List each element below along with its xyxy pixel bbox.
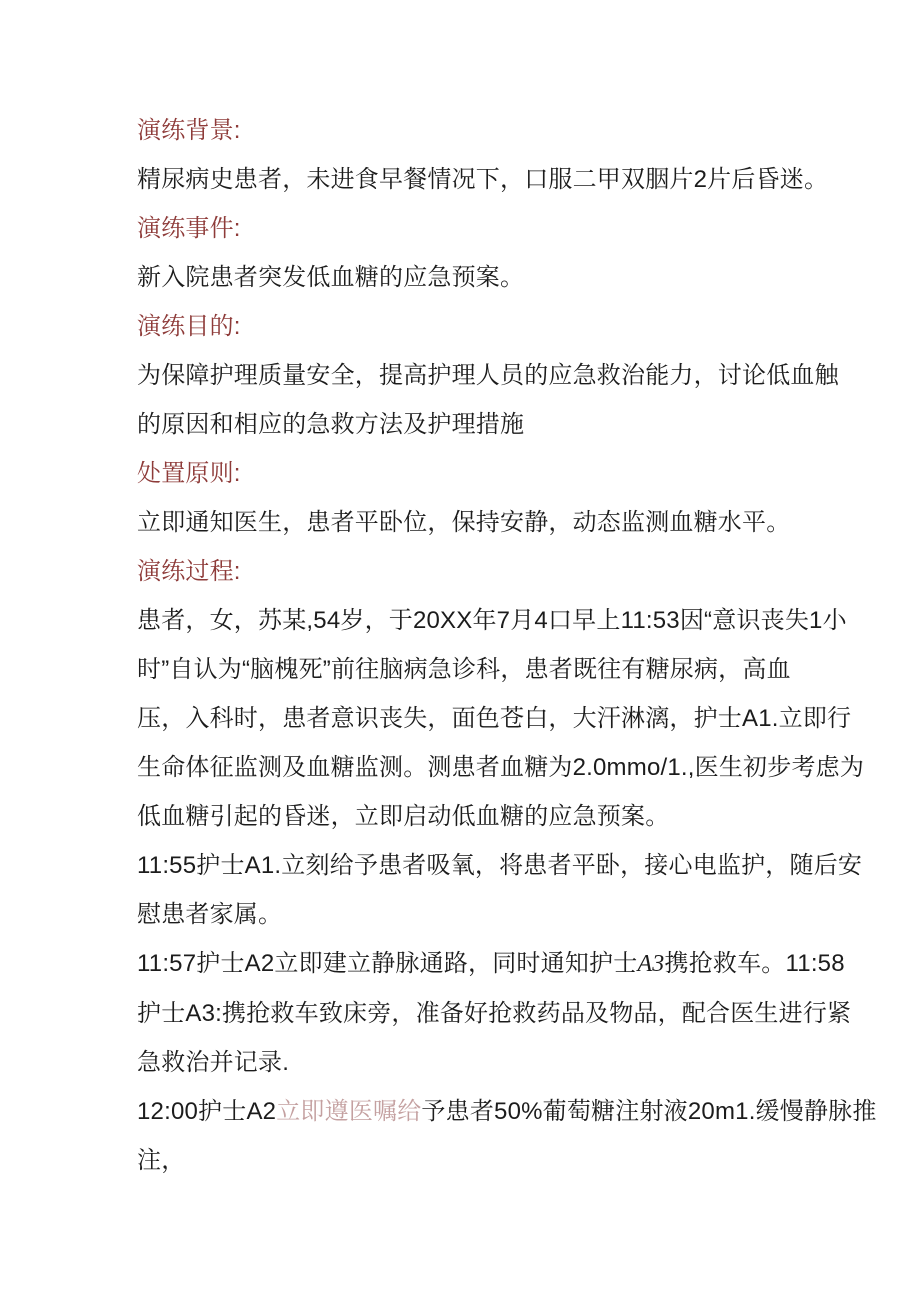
body-line: 生命体征监测及血糖监测。测患者血糖为2.0mmo/1.,医生初步考虑为 bbox=[137, 754, 865, 781]
body-line: 压，入科时，患者意识丧失，面色苍白，大汗淋漓，护士A1.立即行 bbox=[137, 705, 852, 732]
body-line: 为保障护理质量安全，提高护理人员的应急救治能力，讨论低血触 bbox=[137, 362, 839, 389]
body-line: 立即通知医生，患者平卧位，保持安静，动态监测血糖水平。 bbox=[137, 509, 791, 536]
heading-drill-event: 演练事件: bbox=[137, 215, 241, 242]
body-line: 注， bbox=[137, 1147, 186, 1174]
heading-drill-background: 演练背景: bbox=[137, 117, 241, 144]
text-segment: 11:57护士A2立即建立静脉通路，同时通知护士 bbox=[137, 950, 638, 977]
body-line: 的原因和相应的急救方法及护理措施 bbox=[137, 411, 525, 438]
body-line: 精尿病史患者，未进食早餐情况下，口服二甲双胭片2片后昏迷。 bbox=[137, 166, 829, 193]
body-line: 新入院患者突发低血糖的应急预案。 bbox=[137, 264, 525, 291]
body-line bbox=[137, 939, 845, 989]
body-line: 护士A3:携抢救车致床旁，准备好抢救药品及物品，配合医生进行紧 bbox=[137, 1000, 852, 1027]
text-segment: 12:00护士A2 bbox=[137, 1098, 277, 1125]
body-line: 低血糖引起的昏迷，立即启动低血糖的应急预案。 bbox=[137, 803, 670, 830]
heading-drill-purpose: 演练目的: bbox=[137, 313, 241, 340]
body-line: 患者，女，苏某,54岁，于20XX年7月4口早上11:53因“意识丧失1小 bbox=[137, 607, 847, 634]
italic-text-segment: A3 bbox=[637, 951, 665, 977]
body-line: 慰患者家属。 bbox=[137, 901, 283, 928]
body-line: 时”自认为“脑槐死”前往脑病急诊科，患者既往有糖尿病，高血 bbox=[137, 656, 791, 683]
highlighted-phrase: 立即遵医嘱给 bbox=[276, 1098, 422, 1125]
text-segment: 予患者50%葡萄糖注射液20m1.缓慢静脉推 bbox=[421, 1098, 877, 1125]
heading-drill-process: 演练过程: bbox=[137, 558, 241, 585]
heading-disposal-principle: 处置原则: bbox=[137, 460, 241, 487]
body-line: 11:55护士A1.立刻给予患者吸氧，将患者平卧，接心电监护，随后安 bbox=[137, 852, 863, 879]
text-segment: 携抢救车。11:58 bbox=[664, 950, 845, 977]
body-line: 急救治并记录. bbox=[137, 1049, 290, 1076]
body-line bbox=[137, 1087, 877, 1136]
